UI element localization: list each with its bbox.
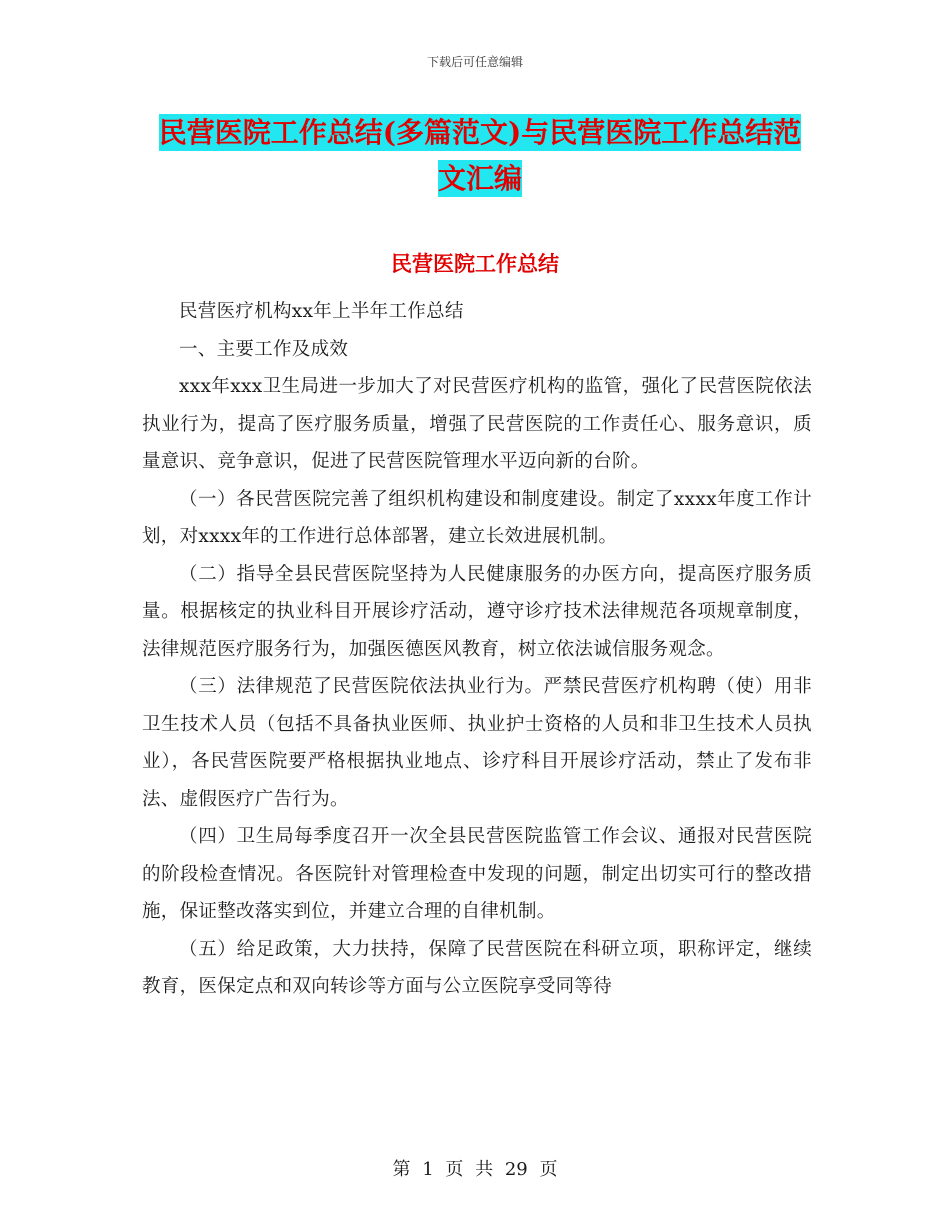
paragraph: （二）指导全县民营医院坚持为人民健康服务的办医方向，提高医疗服务质量。根据核定的执业科目开展诊疗活动，遵守诊疗技术法律规范各项规章制度，法律规范医疗服务行为，加强医德医风教育，树立依法诚信服务观念。	[142, 563, 812, 660]
title-line-1: 民营医院工作总结(多篇范文)与民营医院工作总结范	[158, 116, 802, 149]
paragraph: （三）法律规范了民营医院依法执业行为。严禁民营医疗机构聘（使）用非卫生技术人员（包括不具备执业医师、执业护士资格的人员和非卫生技术人员执业），各民营医院要严格根据执业地点、诊疗科目开展诊疗活动，禁止了发布非法、虚假医疗广告行为。	[142, 676, 812, 810]
body-text	[142, 293, 812, 1006]
paragraph: 一、主要工作及成效	[179, 338, 349, 360]
paragraph: （一）各民营医院完善了组织机构建设和制度建设。制定了xxxx年度工作计划，对xxxx年的工作进行总体部署，建立长效进展机制。	[142, 488, 812, 547]
document-title	[140, 110, 820, 202]
header-note: 下载后可任意编辑	[426, 55, 523, 69]
title-line-2: 文汇编	[437, 162, 522, 195]
page-footer: 第 1 页 共 29 页	[392, 1159, 558, 1180]
paragraph: 民营医疗机构xx年上半年工作总结	[179, 301, 464, 322]
paragraph: xxx年xxx卫生局进一步加大了对民营医疗机构的监管，强化了民营医院依法执业行为，提高了医疗服务质量，增强了民营医院的工作责任心、服务意识，质量意识、竞争意识，促进了民营医院管理水平迈向新的台阶。	[142, 376, 812, 472]
paragraph: （四）卫生局每季度召开一次全县民营医院监管工作会议、通报对民营医院的阶段检查情况。各医院针对管理检查中发现的问题，制定出切实可行的整改措施，保证整改落实到位，并建立合理的自律机制。	[142, 826, 812, 922]
section-title: 民营医院工作总结	[391, 251, 559, 276]
paragraph: （五）给足政策，大力扶持，保障了民营医院在科研立项，职称评定，继续教育，医保定点和双向转诊等方面与公立医院享受同等待	[142, 938, 812, 997]
